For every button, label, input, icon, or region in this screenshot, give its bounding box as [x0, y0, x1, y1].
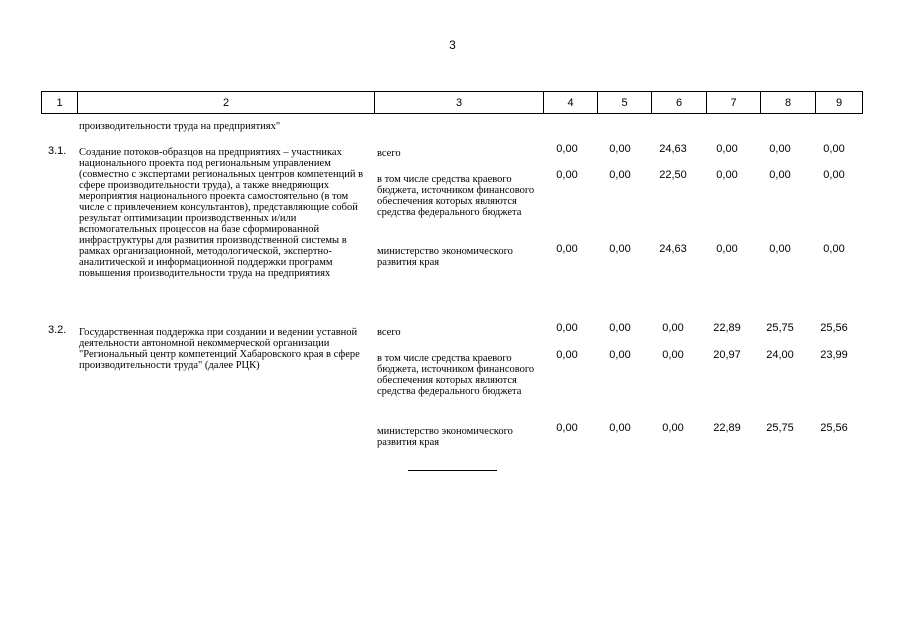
cell-value: 0,00: [823, 143, 845, 155]
cell-value: 20,97: [713, 349, 741, 361]
cell-value: 0,00: [716, 169, 738, 181]
cell-value: 22,89: [713, 422, 741, 434]
cell-value: 0,00: [716, 243, 738, 255]
cell-value: 24,63: [659, 143, 687, 155]
cell-value: 0,00: [662, 349, 684, 361]
cell-value: 0,00: [556, 322, 578, 334]
cell-value: 0,00: [556, 243, 578, 255]
sub-label: всего: [377, 148, 401, 159]
row-description: Государственная поддержка при создании и ведении уставной деятельности автономной некоммерческой организации "Региональный центр компетенций Хабаровского края в сфере производительности труда" (далее РЦК): [79, 327, 360, 371]
cell-value: 25,75: [766, 322, 794, 334]
continuation-text: производительности труда на предприятиях": [79, 121, 281, 132]
cell-value: 0,00: [609, 422, 631, 434]
header-col-1: 1: [42, 92, 78, 114]
header-col-9: 9: [816, 92, 863, 114]
header-col-5: 5: [598, 92, 652, 114]
row-description: Создание потоков-образцов на предприятиях – участниках национального проекта под региональным управлением (совместно с экспертами региональных центров компетенций в сфере производительности труда), а также внедряющих мероприятия национального проекта самостоятельно (в том числе с привлечением консультантов), представляющие собой результат оптимизации производственных и/или вспомогательных процессов на базе сформированной инфраструктуры для развития производственной системы в рамках организационной, методологической, экспертно-аналитической и информационной поддержки программ повышения производительности труда на предприятиях: [79, 147, 364, 279]
header-col-4: 4: [544, 92, 598, 114]
footer-divider: [408, 470, 497, 471]
cell-value: 24,00: [766, 349, 794, 361]
cell-value: 0,00: [609, 349, 631, 361]
cell-value: 0,00: [609, 243, 631, 255]
cell-value: 0,00: [823, 243, 845, 255]
cell-value: 0,00: [823, 169, 845, 181]
table-header: [41, 91, 863, 114]
cell-value: 25,75: [766, 422, 794, 434]
row-number: 3.2.: [48, 324, 67, 336]
header-col-3: 3: [375, 92, 544, 114]
cell-value: 0,00: [716, 143, 738, 155]
cell-value: 0,00: [662, 422, 684, 434]
cell-value: 0,00: [609, 169, 631, 181]
cell-value: 22,89: [713, 322, 741, 334]
cell-value: 0,00: [556, 422, 578, 434]
cell-value: 0,00: [556, 143, 578, 155]
header-col-6: 6: [652, 92, 707, 114]
cell-value: 0,00: [769, 243, 791, 255]
cell-value: 0,00: [769, 143, 791, 155]
header-col-2: 2: [78, 92, 375, 114]
sub-label: в том числе средства краевого бюджета, источником финансового обеспечения которых являются средства федерального бюджета: [377, 353, 535, 397]
row-number: 3.1.: [48, 145, 67, 157]
sub-label: министерство экономического развития края: [377, 426, 513, 448]
header-row: [42, 92, 863, 114]
cell-value: 0,00: [609, 143, 631, 155]
cell-value: 22,50: [659, 169, 687, 181]
cell-value: 0,00: [769, 169, 791, 181]
cell-value: 0,00: [556, 169, 578, 181]
header-col-7: 7: [707, 92, 761, 114]
cell-value: 23,99: [820, 349, 848, 361]
cell-value: 0,00: [556, 349, 578, 361]
header-col-8: 8: [761, 92, 816, 114]
sub-label: всего: [377, 327, 401, 338]
cell-value: 0,00: [662, 322, 684, 334]
cell-value: 0,00: [609, 322, 631, 334]
page-number: 3: [449, 38, 456, 52]
cell-value: 25,56: [820, 322, 848, 334]
sub-label: министерство экономического развития края: [377, 246, 513, 268]
cell-value: 25,56: [820, 422, 848, 434]
cell-value: 24,63: [659, 243, 687, 255]
sub-label: в том числе средства краевого бюджета, источником финансового обеспечения которых являются средства федерального бюджета: [377, 174, 535, 218]
